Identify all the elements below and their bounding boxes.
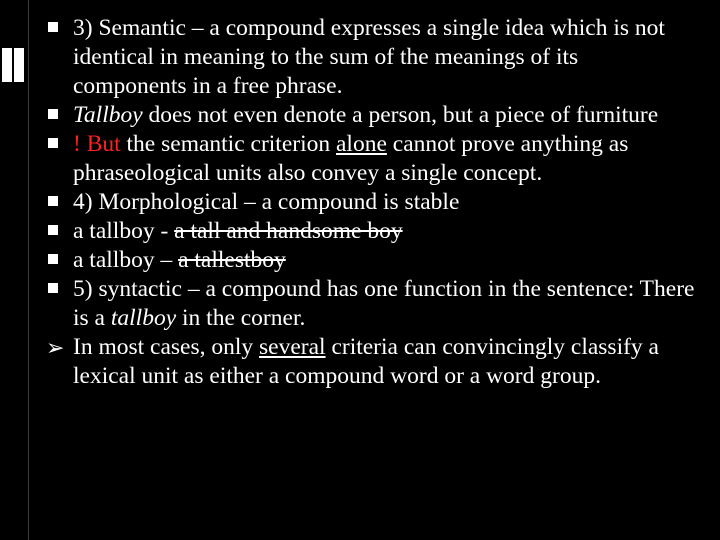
- bullet-item-syntactic: [46, 275, 696, 333]
- item-text: 3) Semantic – a compound expresses a single idea which is not identical in meaning to the sum of the meanings of its components in a free phrase.: [73, 15, 665, 99]
- square-bullet-icon: [48, 138, 58, 148]
- item-text: In most cases, only: [73, 334, 260, 360]
- square-bullet-icon: [48, 254, 58, 264]
- struck-phrase: a tallestboy: [178, 247, 286, 273]
- square-bullet-icon: [48, 22, 58, 32]
- item-text: the semantic criterion: [120, 131, 336, 157]
- arrow-bullet-icon: ➢: [46, 335, 65, 360]
- square-bullet-icon: [48, 283, 58, 293]
- bullet-item-tallboy-furniture: [46, 101, 696, 130]
- bullet-item-tallboy-example-2: [46, 246, 696, 275]
- underlined-word: several: [259, 334, 326, 360]
- italic-term: tallboy: [110, 305, 177, 331]
- italic-term: Tallboy: [73, 102, 143, 128]
- item-text: 4) Morphological – a compound is stable: [73, 189, 460, 215]
- item-text: in the corner.: [176, 305, 306, 331]
- struck-phrase: a tall and handsome boy: [174, 218, 403, 244]
- item-text: criteria can convincingly classify a lexical unit as either a compound word or a word group.: [73, 334, 659, 389]
- underlined-word: alone: [336, 131, 387, 157]
- corner-decoration: [2, 48, 12, 82]
- square-bullet-icon: [48, 109, 58, 119]
- corner-decoration: [14, 48, 24, 82]
- bullet-item-semantic: [46, 14, 696, 101]
- item-text: 5) syntactic – a compound has one function in the sentence: There is a: [73, 276, 695, 331]
- item-text: does not even denote a person, but a piece of furniture: [142, 102, 659, 128]
- bullet-item-morphological: [46, 188, 696, 217]
- bullet-item-tallboy-example-1: [46, 217, 696, 246]
- slide-body: [46, 14, 696, 391]
- item-text: a tallboy –: [73, 247, 179, 273]
- red-emphasis: ! But: [73, 131, 121, 157]
- item-text: cannot prove anything as phraseological units also convey a single concept.: [73, 131, 629, 186]
- square-bullet-icon: [48, 225, 58, 235]
- square-bullet-icon: [48, 196, 58, 206]
- bullet-item-semantic-criterion: [46, 130, 696, 188]
- item-text: a tallboy -: [73, 218, 175, 244]
- arrow-item-conclusion: [46, 333, 696, 391]
